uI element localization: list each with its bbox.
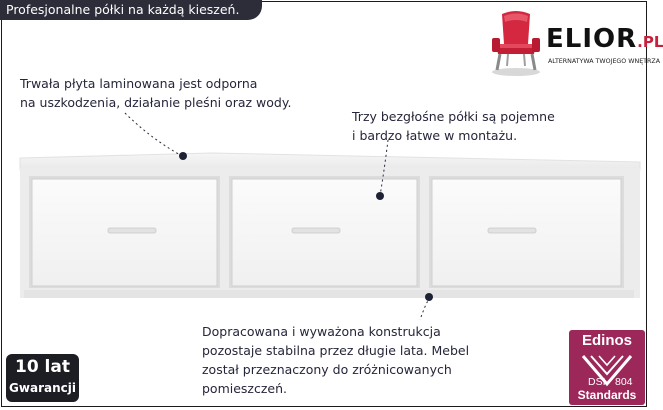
certificate-brand: Edinos <box>581 332 632 349</box>
note-line: pozostaje stabilna przez długie lata. Mebel <box>202 343 470 358</box>
callout-dot-construction <box>425 293 433 301</box>
note-line: Dopracowana i wyważona konstrukcja <box>202 324 441 339</box>
header-banner <box>0 0 262 20</box>
logo-wordmark <box>546 24 663 54</box>
brand-logo[interactable] <box>484 8 663 80</box>
callout-dot-shelves <box>376 192 384 200</box>
note-laminate <box>20 74 291 112</box>
note-line: został przeznaczony do zróżnicowanych <box>202 362 452 377</box>
logo-suffix: .PL <box>637 33 663 51</box>
check-chevron-icon <box>569 350 645 390</box>
certificate-number: 804 <box>615 376 633 388</box>
logo-name: ELIOR <box>546 24 638 54</box>
warranty-badge <box>6 354 79 402</box>
logo-tagline: ALTERNATYWA TWOJEGO WNĘTRZA <box>548 58 661 65</box>
callout-dot-laminate <box>179 152 187 160</box>
note-line: Trzy bezgłośne półki są pojemne <box>352 109 555 124</box>
warranty-label: Gwarancji <box>9 381 76 395</box>
warranty-years: 10 lat <box>14 357 70 377</box>
certificate-badge <box>569 330 645 405</box>
note-line: na uszkodzenia, działanie pleśni oraz wody. <box>20 95 292 110</box>
armchair-icon <box>484 8 548 78</box>
header-title: Profesjonalne półki na każdą kieszeń. <box>6 2 240 17</box>
note-line: i bardzo łatwe w montażu. <box>352 128 518 143</box>
note-shelves <box>352 107 555 145</box>
note-line: pomieszczeń. <box>202 381 288 396</box>
certificate-dsi: DSI <box>588 376 606 388</box>
note-line: Trwała płyta laminowana jest odporna <box>20 76 258 91</box>
certificate-standards: Standards <box>577 388 637 402</box>
note-construction <box>202 322 469 398</box>
